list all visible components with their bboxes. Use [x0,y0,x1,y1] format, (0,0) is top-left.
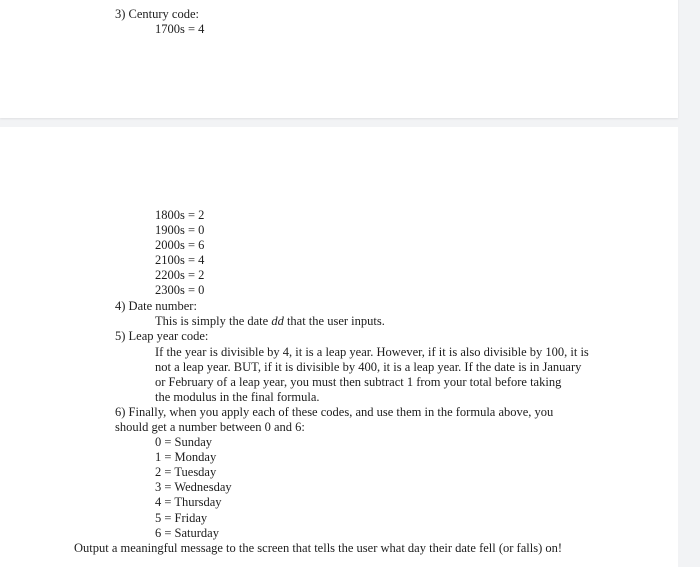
leap-year-line: not a leap year. BUT, if it is divisible by 400, it is a leap year. If the date is in January [155,360,582,374]
day-code: 3 = Wednesday [155,480,232,494]
day-code: 6 = Saturday [155,526,219,540]
day-code: 0 = Sunday [155,435,213,449]
century-code-heading: 3) Century code: [115,7,200,21]
century-code: 1900s = 0 [155,223,205,237]
final-instruction-line: should get a number between 0 and 6: [115,420,305,434]
leap-year-line: If the year is divisible by 4, it is a leap year. However, if it is also divisible by 100, it is [155,345,589,359]
date-number-text [155,314,385,329]
day-code: 4 = Thursday [155,495,222,509]
output-instruction: Output a meaningful message to the screen that tells the user what day their date fell (or falls) on! [74,541,563,555]
day-code: 5 = Friday [155,511,208,525]
century-code: 2300s = 0 [155,283,205,297]
dd-emphasis: dd [271,314,284,328]
text: This is simply the date [155,314,272,328]
day-code: 2 = Tuesday [155,465,217,479]
text: that the user inputs. [283,314,385,328]
century-code-1700s: 1700s = 4 [155,22,205,36]
document-page-2 [0,127,678,567]
final-instruction-line: 6) Finally, when you apply each of these codes, and use them in the formula above, you [115,405,554,419]
document-page-1 [0,0,678,118]
century-code: 1800s = 2 [155,208,205,222]
leap-year-heading: 5) Leap year code: [115,329,209,343]
leap-year-line: the modulus in the final formula. [155,390,320,404]
century-code: 2100s = 4 [155,253,205,267]
century-code: 2200s = 2 [155,268,205,282]
date-number-heading: 4) Date number: [115,299,197,313]
century-code: 2000s = 6 [155,238,205,252]
day-code: 1 = Monday [155,450,217,464]
leap-year-line: or February of a leap year, you must then subtract 1 from your total before taking [155,375,562,389]
